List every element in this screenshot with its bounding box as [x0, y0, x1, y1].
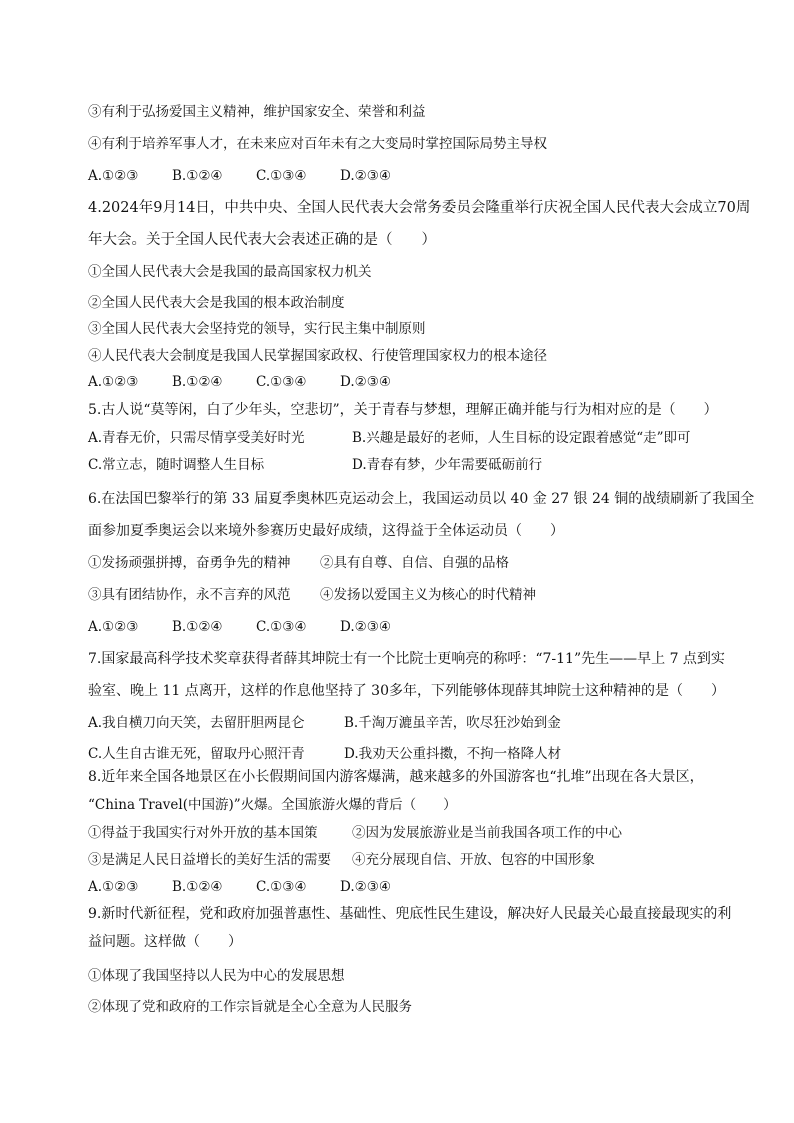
q7-stem-line-2: 验室、晚上 11 点离开，这样的作息他坚持了 30多年，下列能够体现薛其坤院士这种精神的是（ ） [88, 683, 725, 699]
q6-option-1: ①发扬顽强拼搏，奋勇争先的精神 [88, 555, 291, 571]
q8-stem-line-2: “China Travel(中国游)”火爆。全国旅游火爆的背后（ ） [88, 797, 457, 813]
q7-stem-line-1: 7.国家最高科学技术奖章获得者薛其坤院士有一个比院士更响亮的称呼：“7-11”先生——早上 7 点到实 [88, 651, 725, 667]
q6-answer-choices [88, 618, 391, 636]
choice-d: D.②③④ [340, 374, 391, 390]
q4-option-4: ④人民代表大会制度是我国人民掌握国家政权、行使管理国家权力的根本途径 [88, 348, 547, 364]
q9-stem-line-1: 9.新时代新征程，党和政府加强普惠性、基础性、兜底性民生建设，解决好人民最关心最直接最现实的利 [88, 906, 732, 922]
choice-c: C.①③④ [256, 168, 307, 184]
choice-a: A.①②③ [88, 879, 139, 895]
q8-option-3: ③是满足人民日益增长的美好生活的需要 [88, 852, 331, 868]
q8-option-4: ④充分展现自信、开放、包容的中国形象 [352, 852, 595, 868]
q5-choice-d: D.青春有梦，少年需要砥砺前行 [352, 457, 543, 473]
choice-a: A.①②③ [88, 374, 139, 390]
q3-option-3: ③有利于弘扬爱国主义精神，维护国家安全、荣誉和利益 [88, 104, 426, 120]
q7-choice-b: B.千淘万漉虽辛苦，吹尽狂沙始到金 [344, 715, 561, 731]
q4-answer-choices [88, 373, 391, 391]
q6-option-3: ③具有团结协作，永不言弃的风范 [88, 587, 291, 603]
choice-d: D.②③④ [340, 879, 391, 895]
q8-answer-choices [88, 878, 391, 896]
choice-c: C.①③④ [256, 879, 307, 895]
q4-option-1: ①全国人民代表大会是我国的最高国家权力机关 [88, 264, 372, 280]
q8-stem-line-1: 8.近年来全国各地景区在小长假期间国内游客爆满，越来越多的外国游客也“扎堆”出现在各大景区， [88, 769, 704, 785]
q5-stem: 5.古人说“莫等闲，白了少年头，空悲切”，关于青春与梦想，理解正确并能与行为相对应的是（ ） [88, 402, 718, 418]
q8-option-2: ②因为发展旅游业是当前我国各项工作的中心 [352, 825, 622, 841]
q6-stem-line-2: 面参加夏季奥运会以来境外参赛历史最好成绩，这得益于全体运动员（ ） [88, 523, 564, 539]
q9-option-1: ①体现了我国坚持以人民为中心的发展思想 [88, 968, 345, 984]
q9-option-2: ②体现了党和政府的工作宗旨就是全心全意为人民服务 [88, 999, 412, 1015]
q4-stem-line-1: 4.2024年9月14日，中共中央、全国人民代表大会常务委员会隆重举行庆祝全国人民代表大会成立70周 [88, 200, 751, 216]
q9-stem-line-2: 益问题。这样做（ ） [88, 934, 242, 950]
q3-answer-choices [88, 167, 391, 185]
q6-option-2: ②具有自尊、自信、自强的品格 [320, 555, 509, 571]
choice-c: C.①③④ [256, 619, 307, 635]
choice-b: B.①②④ [172, 374, 223, 390]
choice-b: B.①②④ [172, 619, 223, 635]
choice-d: D.②③④ [340, 168, 391, 184]
q4-option-3: ③全国人民代表大会坚持党的领导，实行民主集中制原则 [88, 321, 426, 337]
q6-stem-line-1: 6.在法国巴黎举行的第 33 届夏季奥林匹克运动会上，我国运动员以 40 金 27 银 24 铜的战绩刷新了我国全 [88, 491, 755, 507]
q7-choice-a: A.我自横刀向天笑，去留肝胆两昆仑 [88, 715, 305, 731]
q4-stem-line-2: 年大会。关于全国人民代表大会表述正确的是（ ） [88, 232, 436, 248]
q6-option-4: ④发扬以爱国主义为核心的时代精神 [320, 587, 536, 603]
choice-a: A.①②③ [88, 619, 139, 635]
q7-choice-d: D.我劝天公重抖擞，不拘一格降人材 [344, 746, 562, 762]
q4-option-2: ②全国人民代表大会是我国的根本政治制度 [88, 295, 345, 311]
q5-choice-b: B.兴趣是最好的老师，人生目标的设定跟着感觉“走”即可 [352, 430, 691, 446]
q3-option-4: ④有利于培养军事人才，在未来应对百年未有之大变局时掌控国际局势主导权 [88, 136, 547, 152]
q7-choice-c: C.人生自古谁无死，留取丹心照汗青 [88, 746, 305, 762]
choice-b: B.①②④ [172, 168, 223, 184]
choice-a: A.①②③ [88, 168, 139, 184]
q8-option-1: ①得益于我国实行对外开放的基本国策 [88, 825, 318, 841]
choice-d: D.②③④ [340, 619, 391, 635]
q5-choice-a: A.青春无价，只需尽情享受美好时光 [88, 430, 305, 446]
q5-choice-c: C.常立志，随时调整人生目标 [88, 457, 265, 473]
choice-b: B.①②④ [172, 879, 223, 895]
choice-c: C.①③④ [256, 374, 307, 390]
